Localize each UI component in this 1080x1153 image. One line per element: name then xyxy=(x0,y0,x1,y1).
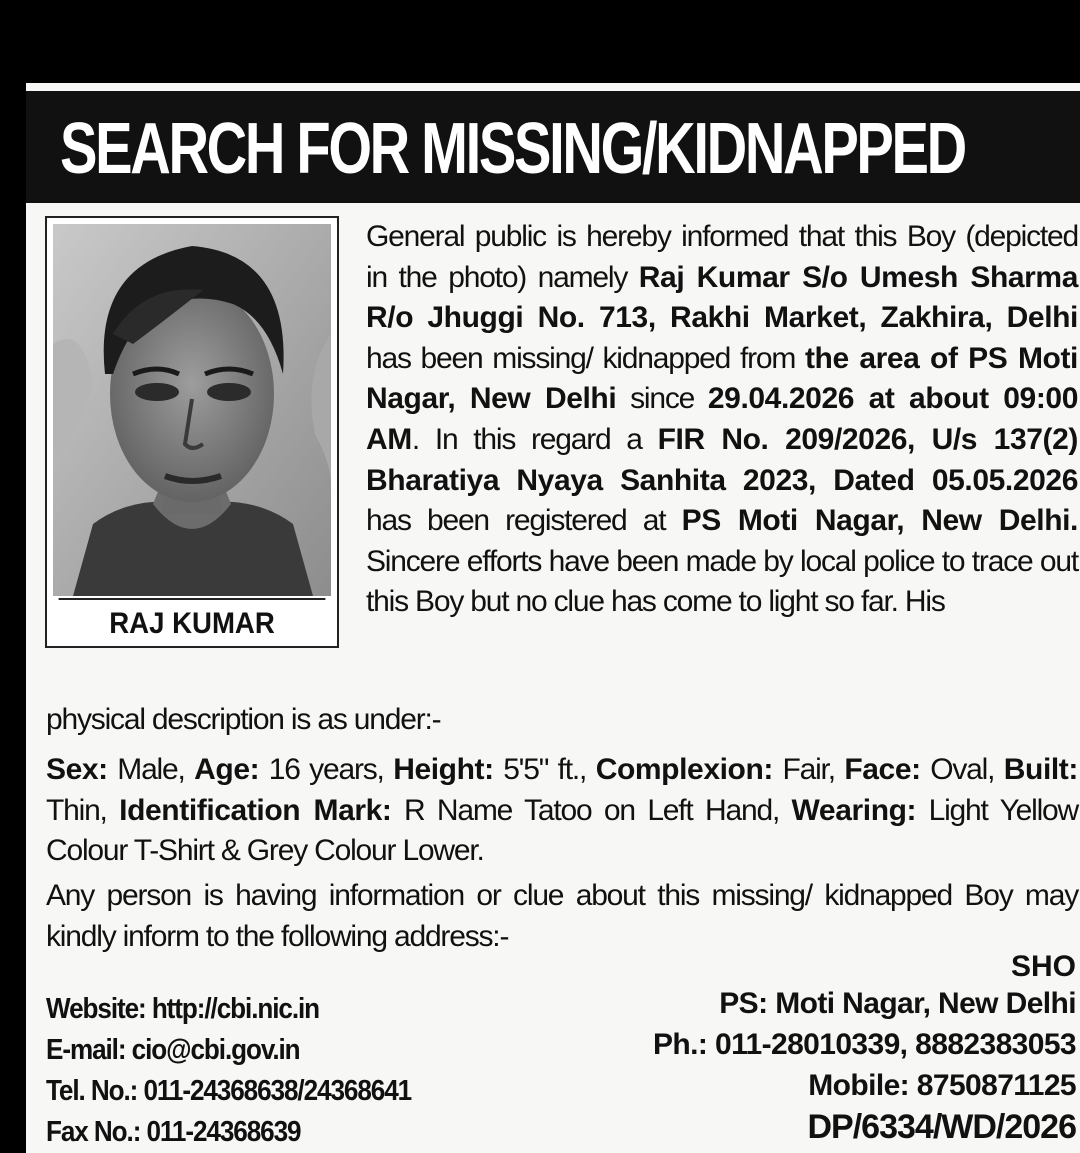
photo-caption: RAJ KUMAR xyxy=(59,598,326,648)
physical-description: Sex: Male, Age: 16 years, Height: 5'5" ft., Complexion: Fair, Face: Oval, Built: Thin, Identification Mark: R Name Tatoo on Left Hand, Wearing: Light Yellow Colour T-Shirt & Grey Colour Lower. xyxy=(46,753,1078,868)
fax-line: Fax No.: 011-24368639 xyxy=(46,1116,301,1148)
telephone-line: Tel. No.: 011-24368638/24368641 xyxy=(46,1075,412,1107)
portrait-illustration xyxy=(53,224,331,596)
intro-paragraph-tail: physical description is as under:- xyxy=(46,703,441,736)
missing-person-photo xyxy=(53,224,331,596)
missing-datetime: 29.04.2026 at about 09:00 AM xyxy=(366,382,1078,456)
sho-label: SHO xyxy=(1010,950,1076,983)
missing-person-name: Raj Kumar S/o Umesh Sharma R/o Jhuggi No. 713, Rakhi Market, Zakhira, Delhi xyxy=(366,260,1078,335)
dp-reference: DP/6334/WD/2026 xyxy=(807,1108,1076,1146)
missing-area: the area of PS Moti Nagar, New Delhi xyxy=(366,341,1078,416)
missing-person-notice xyxy=(26,83,1080,1153)
appeal-paragraph: Any person is having information or clue about this missing/ kidnapped Boy may kindly inform to the following address:- xyxy=(46,879,1078,953)
police-station: PS Moti Nagar, New Delhi. xyxy=(681,504,1078,538)
intro-paragraph: General public is hereby informed that this Boy (depicted in the photo) namely Raj Kumar S/o Umesh Sharma R/o Jhuggi No. 713, Rakhi Market, Zakhira, Delhi has been missing/ kidnapped from the area of PS Moti Nagar, New Delhi since 29.04.2026 at about 09:00 AM. In this regard a FIR No. 209/2026, U/s 137(2) Bharatiya Nyaya Sanhita 2023, Dated 05.05.2026 has been registered at PS Moti Nagar, New Delhi. Sincere efforts have been made by local police to trace out this Boy but no clue has come to light so far. His xyxy=(366,220,1079,619)
email-line: E-mail: cio@cbi.gov.in xyxy=(46,1034,300,1066)
cbi-contacts xyxy=(46,989,514,1153)
mobile-line: Mobile: 8750871125 xyxy=(808,1069,1076,1102)
notice-headline: SEARCH FOR MISSING/KIDNAPPED xyxy=(60,109,965,189)
police-station-contacts xyxy=(516,983,1076,1149)
ps-line: PS: Moti Nagar, New Delhi xyxy=(719,987,1076,1020)
headline-bar xyxy=(26,91,1080,203)
phone-line: Ph.: 011-28010339, 8882383053 xyxy=(653,1028,1076,1061)
fir-details: FIR No. 209/2026, U/s 137(2) Bharatiya Nyaya Sanhita 2023, Dated 05.05.2026 xyxy=(366,422,1079,497)
website-line: Website: http://cbi.nic.in xyxy=(46,993,320,1025)
photo-frame xyxy=(45,216,339,648)
